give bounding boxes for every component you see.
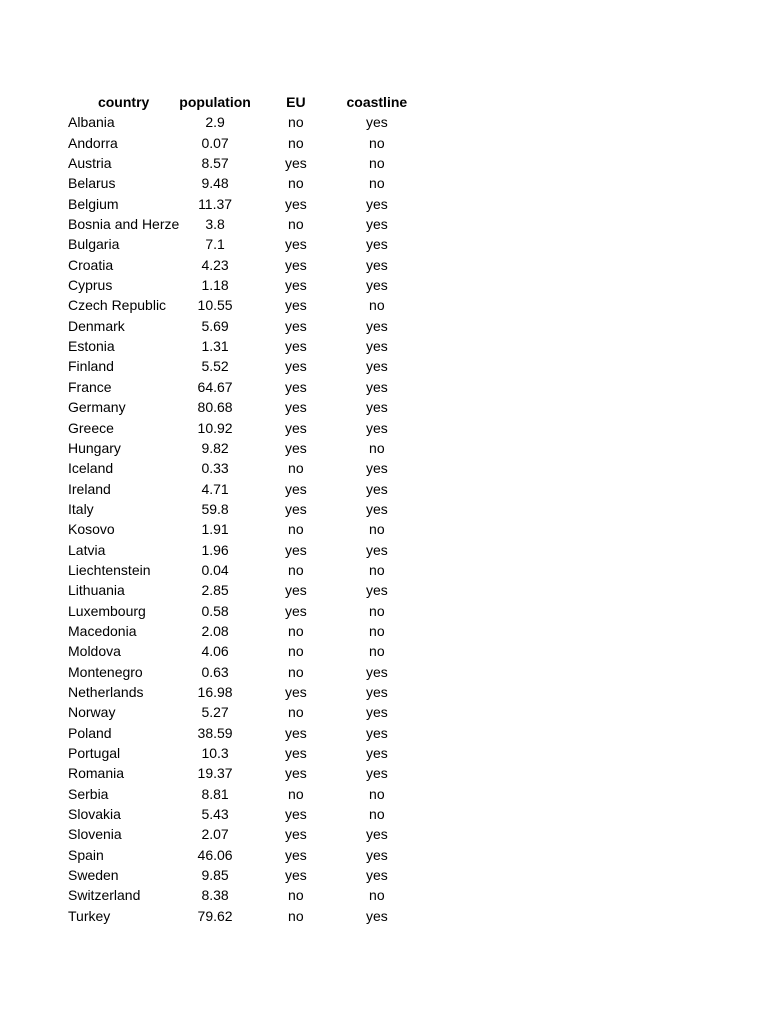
cell-eu: yes <box>284 439 307 456</box>
cell-coastline: yes <box>365 338 388 355</box>
table-row <box>68 601 413 621</box>
cell-eu: yes <box>284 683 307 700</box>
cell-country: Andorra <box>68 134 118 151</box>
cell-coastline: no <box>369 806 385 823</box>
cell-population: 10.3 <box>201 745 229 761</box>
cell-population: 2.85 <box>201 582 229 599</box>
table-row <box>68 845 413 865</box>
cell-eu: no <box>288 216 304 233</box>
table-row <box>68 275 413 295</box>
cell-coastline: no <box>369 134 385 151</box>
table-row <box>68 194 413 214</box>
cell-eu: yes <box>284 195 307 212</box>
cell-country: Kosovo <box>68 521 115 538</box>
table-row <box>68 173 413 193</box>
cell-coastline: yes <box>365 256 388 273</box>
cell-eu: no <box>288 887 304 904</box>
table-row <box>68 316 413 336</box>
cell-coastline: yes <box>365 399 388 416</box>
table-row <box>68 784 413 804</box>
table-row <box>68 499 413 519</box>
cell-coastline: yes <box>365 277 388 294</box>
table-row <box>68 702 413 722</box>
table-row <box>68 560 413 580</box>
cell-country: Poland <box>68 724 112 741</box>
cell-country: Sweden <box>68 867 119 884</box>
table-row <box>68 458 413 478</box>
cell-coastline: yes <box>365 216 388 233</box>
table-row <box>68 641 413 661</box>
cell-eu: yes <box>284 582 307 599</box>
table-row <box>68 906 413 926</box>
cell-eu: no <box>288 785 304 802</box>
cell-population: 0.33 <box>201 460 229 477</box>
cell-population: 1.96 <box>201 541 229 558</box>
cell-coastline: yes <box>365 907 388 924</box>
table-row <box>68 295 413 315</box>
cell-eu: yes <box>284 480 307 497</box>
cell-country: Hungary <box>68 439 121 456</box>
cell-coastline: yes <box>365 745 388 761</box>
cell-country: Macedonia <box>68 622 137 639</box>
cell-country: Montenegro <box>68 663 143 680</box>
cell-eu: yes <box>284 419 307 436</box>
cell-population: 19.37 <box>197 765 233 782</box>
table-row <box>68 479 413 499</box>
cell-population: 2.9 <box>205 114 225 131</box>
cell-country: Croatia <box>68 256 114 273</box>
cell-coastline: yes <box>365 114 388 131</box>
cell-population: 5.27 <box>201 704 229 721</box>
cell-country: Germany <box>68 399 126 416</box>
cell-eu: yes <box>284 338 307 355</box>
cell-eu: yes <box>284 826 307 843</box>
table-row <box>68 682 413 702</box>
table-row <box>68 377 413 397</box>
header-population: population <box>179 94 251 110</box>
table-row <box>68 153 413 173</box>
cell-eu: no <box>288 663 304 680</box>
cell-population: 5.43 <box>201 806 229 823</box>
cell-country: Liechtenstein <box>68 561 151 578</box>
cell-country: Slovakia <box>68 806 121 823</box>
cell-population: 7.1 <box>205 236 225 253</box>
cell-eu: yes <box>284 256 307 273</box>
header-country: country <box>97 94 150 110</box>
table-row <box>68 133 413 153</box>
cell-country: Serbia <box>68 785 109 802</box>
cell-eu: yes <box>284 541 307 558</box>
cell-population: 8.57 <box>201 155 229 172</box>
table-row <box>68 214 413 234</box>
cell-coastline: no <box>369 439 385 456</box>
header-eu: EU <box>286 94 306 110</box>
cell-coastline: yes <box>365 724 388 741</box>
table-row <box>68 743 413 763</box>
cell-coastline: yes <box>365 846 388 863</box>
cell-coastline: yes <box>365 480 388 497</box>
cell-population: 9.82 <box>201 439 229 456</box>
cell-population: 80.68 <box>197 399 233 416</box>
cell-population: 79.62 <box>197 907 233 924</box>
cell-coastline: yes <box>365 195 388 212</box>
cell-country: Switzerland <box>68 887 141 904</box>
cell-population: 38.59 <box>197 724 233 741</box>
cell-population: 1.18 <box>201 277 229 294</box>
cell-coastline: yes <box>365 704 388 721</box>
table-row <box>68 234 413 254</box>
country-data-table <box>68 92 413 926</box>
cell-population: 2.08 <box>201 622 229 639</box>
cell-population: 0.58 <box>201 602 229 619</box>
cell-country: Austria <box>68 155 112 172</box>
table-row <box>68 723 413 743</box>
cell-population: 59.8 <box>201 500 229 517</box>
cell-eu: no <box>288 622 304 639</box>
cell-population: 4.71 <box>201 480 229 497</box>
cell-country: Ireland <box>68 480 111 497</box>
cell-population: 9.48 <box>201 175 229 192</box>
cell-country: France <box>68 378 112 395</box>
cell-population: 0.63 <box>201 663 229 680</box>
cell-population: 10.92 <box>197 419 233 436</box>
table-body <box>68 112 413 926</box>
cell-country: Norway <box>68 704 116 721</box>
cell-coastline: no <box>369 643 385 660</box>
cell-eu: yes <box>284 317 307 334</box>
cell-population: 46.06 <box>197 846 233 863</box>
table-row <box>68 397 413 417</box>
cell-population: 8.38 <box>201 887 229 904</box>
table-row <box>68 824 413 844</box>
cell-population: 5.52 <box>201 358 229 375</box>
cell-country: Spain <box>68 846 104 863</box>
table-row <box>68 255 413 275</box>
cell-eu: yes <box>284 724 307 741</box>
cell-eu: yes <box>284 745 307 761</box>
cell-eu: no <box>288 643 304 660</box>
cell-country: Bosnia and Herze <box>68 216 180 233</box>
cell-country: Belarus <box>68 175 116 192</box>
cell-coastline: yes <box>365 378 388 395</box>
cell-coastline: yes <box>365 765 388 782</box>
table-row <box>68 418 413 438</box>
cell-coastline: no <box>369 175 385 192</box>
cell-country: Turkey <box>68 907 111 924</box>
cell-country: Latvia <box>68 541 106 558</box>
table-row <box>68 580 413 600</box>
cell-eu: yes <box>284 236 307 253</box>
cell-eu: yes <box>284 277 307 294</box>
cell-population: 4.06 <box>201 643 229 660</box>
cell-country: Moldova <box>68 643 121 660</box>
cell-eu: no <box>288 521 304 538</box>
cell-eu: no <box>288 175 304 192</box>
cell-coastline: yes <box>365 867 388 884</box>
cell-coastline: yes <box>365 683 388 700</box>
cell-population: 16.98 <box>197 683 233 700</box>
cell-eu: no <box>288 114 304 131</box>
cell-coastline: yes <box>365 826 388 843</box>
cell-eu: yes <box>284 358 307 375</box>
cell-eu: yes <box>284 297 307 314</box>
cell-population: 0.04 <box>201 561 229 578</box>
cell-country: Denmark <box>68 317 125 334</box>
cell-population: 9.85 <box>201 867 229 884</box>
cell-coastline: no <box>369 887 385 904</box>
cell-eu: yes <box>284 155 307 172</box>
cell-population: 3.8 <box>205 216 225 233</box>
cell-population: 10.55 <box>197 297 233 314</box>
cell-eu: yes <box>284 806 307 823</box>
table-row <box>68 763 413 783</box>
cell-population: 1.91 <box>201 521 229 538</box>
cell-eu: yes <box>284 378 307 395</box>
cell-coastline: no <box>369 561 385 578</box>
cell-country: Bulgaria <box>68 236 120 253</box>
cell-coastline: no <box>369 521 385 538</box>
cell-eu: no <box>288 907 304 924</box>
cell-coastline: no <box>369 785 385 802</box>
cell-country: Cyprus <box>68 277 113 294</box>
cell-eu: yes <box>284 500 307 517</box>
cell-eu: yes <box>284 867 307 884</box>
cell-country: Estonia <box>68 338 115 355</box>
table-row <box>68 438 413 458</box>
cell-coastline: yes <box>365 663 388 680</box>
table-row <box>68 112 413 132</box>
cell-coastline: no <box>369 297 385 314</box>
table-row <box>68 356 413 376</box>
cell-eu: yes <box>284 765 307 782</box>
cell-eu: no <box>288 134 304 151</box>
cell-country: Finland <box>68 358 114 375</box>
cell-population: 5.69 <box>201 317 229 334</box>
cell-coastline: yes <box>365 419 388 436</box>
table-row <box>68 621 413 641</box>
cell-country: Albania <box>68 114 115 131</box>
table-row <box>68 662 413 682</box>
cell-eu: no <box>288 704 304 721</box>
cell-coastline: no <box>369 622 385 639</box>
table-row <box>68 865 413 885</box>
cell-country: Netherlands <box>68 683 144 700</box>
cell-coastline: yes <box>365 236 388 253</box>
cell-coastline: yes <box>365 460 388 477</box>
table-row <box>68 519 413 539</box>
cell-population: 4.23 <box>201 256 229 273</box>
cell-coastline: no <box>369 602 385 619</box>
cell-coastline: yes <box>365 317 388 334</box>
header-row <box>68 92 413 112</box>
cell-population: 8.81 <box>201 785 229 802</box>
cell-eu: yes <box>284 846 307 863</box>
cell-coastline: yes <box>365 358 388 375</box>
cell-population: 0.07 <box>201 134 229 151</box>
cell-population: 11.37 <box>198 195 233 212</box>
header-coastline: coastline <box>346 94 408 110</box>
cell-country: Portugal <box>68 745 121 761</box>
cell-population: 2.07 <box>201 826 229 843</box>
table-row <box>68 885 413 905</box>
cell-coastline: yes <box>365 541 388 558</box>
cell-eu: no <box>288 561 304 578</box>
cell-population: 64.67 <box>197 378 233 395</box>
cell-eu: no <box>288 460 304 477</box>
cell-country: Lithuania <box>68 582 125 599</box>
table-row <box>68 540 413 560</box>
cell-country: Belgium <box>68 195 119 212</box>
cell-eu: yes <box>284 602 307 619</box>
cell-country: Greece <box>68 419 114 436</box>
cell-coastline: no <box>369 155 385 172</box>
cell-country: Romania <box>68 765 125 782</box>
cell-country: Luxembourg <box>68 602 146 619</box>
cell-country: Czech Republic <box>68 297 167 314</box>
table-row <box>68 804 413 824</box>
cell-population: 1.31 <box>201 338 229 355</box>
cell-country: Slovenia <box>68 826 122 843</box>
cell-coastline: yes <box>365 500 388 517</box>
cell-country: Iceland <box>68 460 114 477</box>
cell-coastline: yes <box>365 582 388 599</box>
cell-eu: yes <box>284 399 307 416</box>
cell-country: Italy <box>68 500 94 517</box>
table-row <box>68 336 413 356</box>
